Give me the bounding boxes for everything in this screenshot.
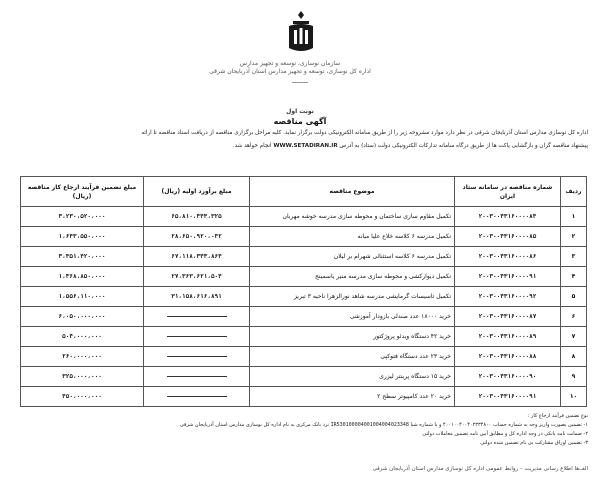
organization-emblem-icon — [285, 10, 317, 54]
subject-cell: خرید ۱۵ دستگاه پرینتر لیزری — [250, 367, 455, 387]
notes-item-1 — [18, 421, 588, 430]
header-tender-number: شماره مناقصه در سامانه ستاد ایران — [455, 177, 561, 207]
organization-header — [180, 60, 400, 76]
guarantee-cell: ۳،۳۵۱،۴۲۰،۰۰۰ — [21, 247, 144, 267]
subject-cell: تکمیل مقاوم سازی ساختمان و محوطه سازی مدرسه خوشه مهربان — [250, 207, 455, 227]
row-number-cell: ۹ — [561, 367, 587, 387]
table-row — [21, 247, 587, 267]
intro-line-2-text: پیشنهاد مناقصه گران و بازگشایی پاکت ها از طریق درگاه سامانه تدارکات الکترونیکی دولت (ستاد) به آدرس — [339, 143, 588, 149]
row-number-cell: ۲ — [561, 227, 587, 247]
tender-number-cell: ۲۰۰۳۰۰۴۳۱۶۰۰۰۰۹۱ — [455, 387, 561, 407]
setad-website-link[interactable]: WWW.SETADIRAN.IR — [273, 143, 338, 149]
empty-budget-dash — [167, 316, 227, 317]
subject-cell: خرید ۴۲ دستگاه ویدئو پروژکتور — [250, 327, 455, 347]
guarantee-cell: ۱،۵۵۶،۱۱۰،۰۰۰ — [21, 287, 144, 307]
budget-cell — [144, 347, 250, 367]
subject-cell: خرید ۲۰ عدد کامپیوتر سطح ۲ — [250, 387, 455, 407]
guarantee-cell: ۵۰۴،۰۰۰،۰۰۰ — [21, 327, 144, 347]
empty-budget-dash — [167, 376, 227, 377]
row-number-cell: ۱۰ — [561, 387, 587, 407]
table-row — [21, 347, 587, 367]
budget-cell — [144, 387, 250, 407]
notice-title: آگهی مناقصه — [273, 117, 327, 126]
table-row — [21, 307, 587, 327]
tender-table-body — [21, 207, 587, 407]
publisher-footer: الف‌ها اطلاع رسانی مدیریت – روابط عمومی اداره کل نوسازی مدارس استان آذربایجان شرقی — [372, 466, 588, 472]
intro-line-2-tail: انجام خواهد شد. — [232, 143, 272, 149]
budget-cell — [144, 367, 250, 387]
tender-number-cell: ۲۰۰۳۰۰۴۳۱۶۰۰۰۰۹۲ — [455, 287, 561, 307]
guarantee-notes — [18, 412, 588, 448]
budget-cell: ۳۱،۱۵۸،۶۱۶،۸۹۱ — [144, 287, 250, 307]
guarantee-cell: ۱،۳۶۸،۸۵۰،۰۰۰ — [21, 267, 144, 287]
budget-cell: ۲۸،۶۵۰،۹۲۰،۰۴۲ — [144, 227, 250, 247]
organization-name: سازمان نوسازی، توسعه و تجهیز مدارس — [239, 60, 341, 67]
tender-number-cell: ۲۰۰۳۰۰۴۳۱۶۰۰۰۰۸۷ — [455, 307, 561, 327]
budget-cell — [144, 327, 250, 347]
intro-line-1: اداره کل نوسازی مدارس استان آذربایجان شرقی در نظر دارد موارد مشروحه زیر را از طریق سامانه الکترونیکی دولت برگزار نماید. کلیه مراحل برگزاری مناقصه از دریافت اسناد مناقصه تا ارائه — [141, 130, 588, 136]
empty-budget-dash — [167, 356, 227, 357]
tender-table — [20, 176, 587, 407]
table-row — [21, 207, 587, 227]
row-number-cell: ۷ — [561, 327, 587, 347]
header-budget: مبلغ برآورد اولیه (ریال) — [144, 177, 250, 207]
tender-number-cell: ۲۰۰۳۰۰۴۳۱۶۰۰۰۰۸۵ — [455, 227, 561, 247]
tender-number-cell: ۲۰۰۳۰۰۴۳۱۶۰۰۰۰۹۰ — [455, 367, 561, 387]
notes-item-2: ۲- ضمانت نامه بانکی در وجه اداره کل و مطابق آیین نامه تضمین معاملات دولتی — [422, 431, 588, 437]
notes-item-1-tail: نزد بانک مرکزی به نام اداره کل نوسازی مدارس استان آذربایجان شرقی — [179, 422, 330, 428]
row-number-cell: ۱ — [561, 207, 587, 227]
guarantee-cell: ۱،۶۴۳،۵۵۰،۰۰۰ — [21, 227, 144, 247]
header-subject: موضوع مناقصه — [250, 177, 455, 207]
subject-cell: تکمیل دیوارکشی و محوطه سازی مدرسه منیر یاسمینج — [250, 267, 455, 287]
budget-cell: ۶۷،۱۱۸،۳۴۳،۸۶۴ — [144, 247, 250, 267]
table-row — [21, 327, 587, 347]
notes-heading: نوع تضمین فرآیند ارجاع کار : — [527, 413, 588, 419]
department-name: اداره کل نوسازی، توسعه و تجهیز مدارس استان آذربایجان شرقی — [209, 68, 371, 75]
guarantee-cell: ۳۲۵،۰۰۰،۰۰۰ — [21, 367, 144, 387]
subject-cell: تکمیل تاسیسات گرمایشی مدرسه شاهد نورالزهرا ناحیه ۳ تبریز — [250, 287, 455, 307]
guarantee-cell: ۶،۰۵۰،۰۰۰،۰۰۰ — [21, 307, 144, 327]
tender-number-cell: ۲۰۰۳۰۰۴۳۱۶۰۰۰۰۸۶ — [455, 247, 561, 267]
table-header-row — [21, 177, 587, 207]
table-row — [21, 287, 587, 307]
header-divider — [292, 82, 308, 83]
subject-cell: خرید ۱۸۰۰۰ عدد صندلی بازودار آموزشی — [250, 307, 455, 327]
row-number-cell: ۵ — [561, 287, 587, 307]
budget-cell — [144, 307, 250, 327]
header-guarantee: مبلغ تضمین فرآیند ارجاع کار مناقصه (ریال) — [21, 177, 144, 207]
notice-intro — [18, 127, 588, 153]
notice-round-label: نوبت اول — [286, 108, 314, 115]
tender-number-cell: ۲۰۰۳۰۰۴۳۱۶۰۰۰۰۸۴ — [455, 207, 561, 227]
intro-line-2 — [18, 140, 588, 153]
guarantee-cell: ۲۶۰،۰۰۰،۰۰۰ — [21, 347, 144, 367]
guarantee-cell: ۳،۲۳۰،۵۲۰،۰۰۰ — [21, 207, 144, 227]
notes-item-3: ۳- تضمین اوراق مشارکت بی نام تضمین شده دولتی — [480, 440, 588, 446]
empty-budget-dash — [167, 336, 227, 337]
subject-cell: خرید ۲۳ عدد دستگاه فتوکپی — [250, 347, 455, 367]
table-row — [21, 387, 587, 407]
row-number-cell: ۳ — [561, 247, 587, 267]
sheba-account-number: IR530100004001004004023348 — [330, 422, 409, 428]
row-number-cell: ۸ — [561, 347, 587, 367]
guarantee-cell: ۴۵۰،۰۰۰،۰۰۰ — [21, 387, 144, 407]
empty-budget-dash — [167, 396, 227, 397]
table-row — [21, 367, 587, 387]
table-row — [21, 267, 587, 287]
row-number-cell: ۶ — [561, 307, 587, 327]
notes-item-1-text: ۱- تضمین بصورت واریز وجه به شماره حساب ۴۰۰۱۰۰۴۰۰۴۰۲۳۳۴۸۰۰ و یا شماره شبا — [410, 422, 588, 428]
budget-cell: ۶۵،۸۱۰،۴۴۴،۳۲۵ — [144, 207, 250, 227]
header-row-number: ردیف — [561, 177, 587, 207]
subject-cell: تکمیل مدرسه ۶ کلاسه خلاع علیا میانه — [250, 227, 455, 247]
table-row — [21, 227, 587, 247]
tender-number-cell: ۲۰۰۳۰۰۴۳۱۶۰۰۰۰۹۱ — [455, 267, 561, 287]
tender-number-cell: ۲۰۰۳۰۰۴۳۱۶۰۰۰۰۸۸ — [455, 347, 561, 367]
tender-number-cell: ۲۰۰۳۰۰۴۳۱۶۰۰۰۰۸۹ — [455, 327, 561, 347]
budget-cell: ۲۷،۳۶۳،۶۲۱،۵۰۴ — [144, 267, 250, 287]
row-number-cell: ۴ — [561, 267, 587, 287]
subject-cell: تکمیل مدرسه ۶ کلاسه استثنائی شهرام بر لیلان — [250, 247, 455, 267]
